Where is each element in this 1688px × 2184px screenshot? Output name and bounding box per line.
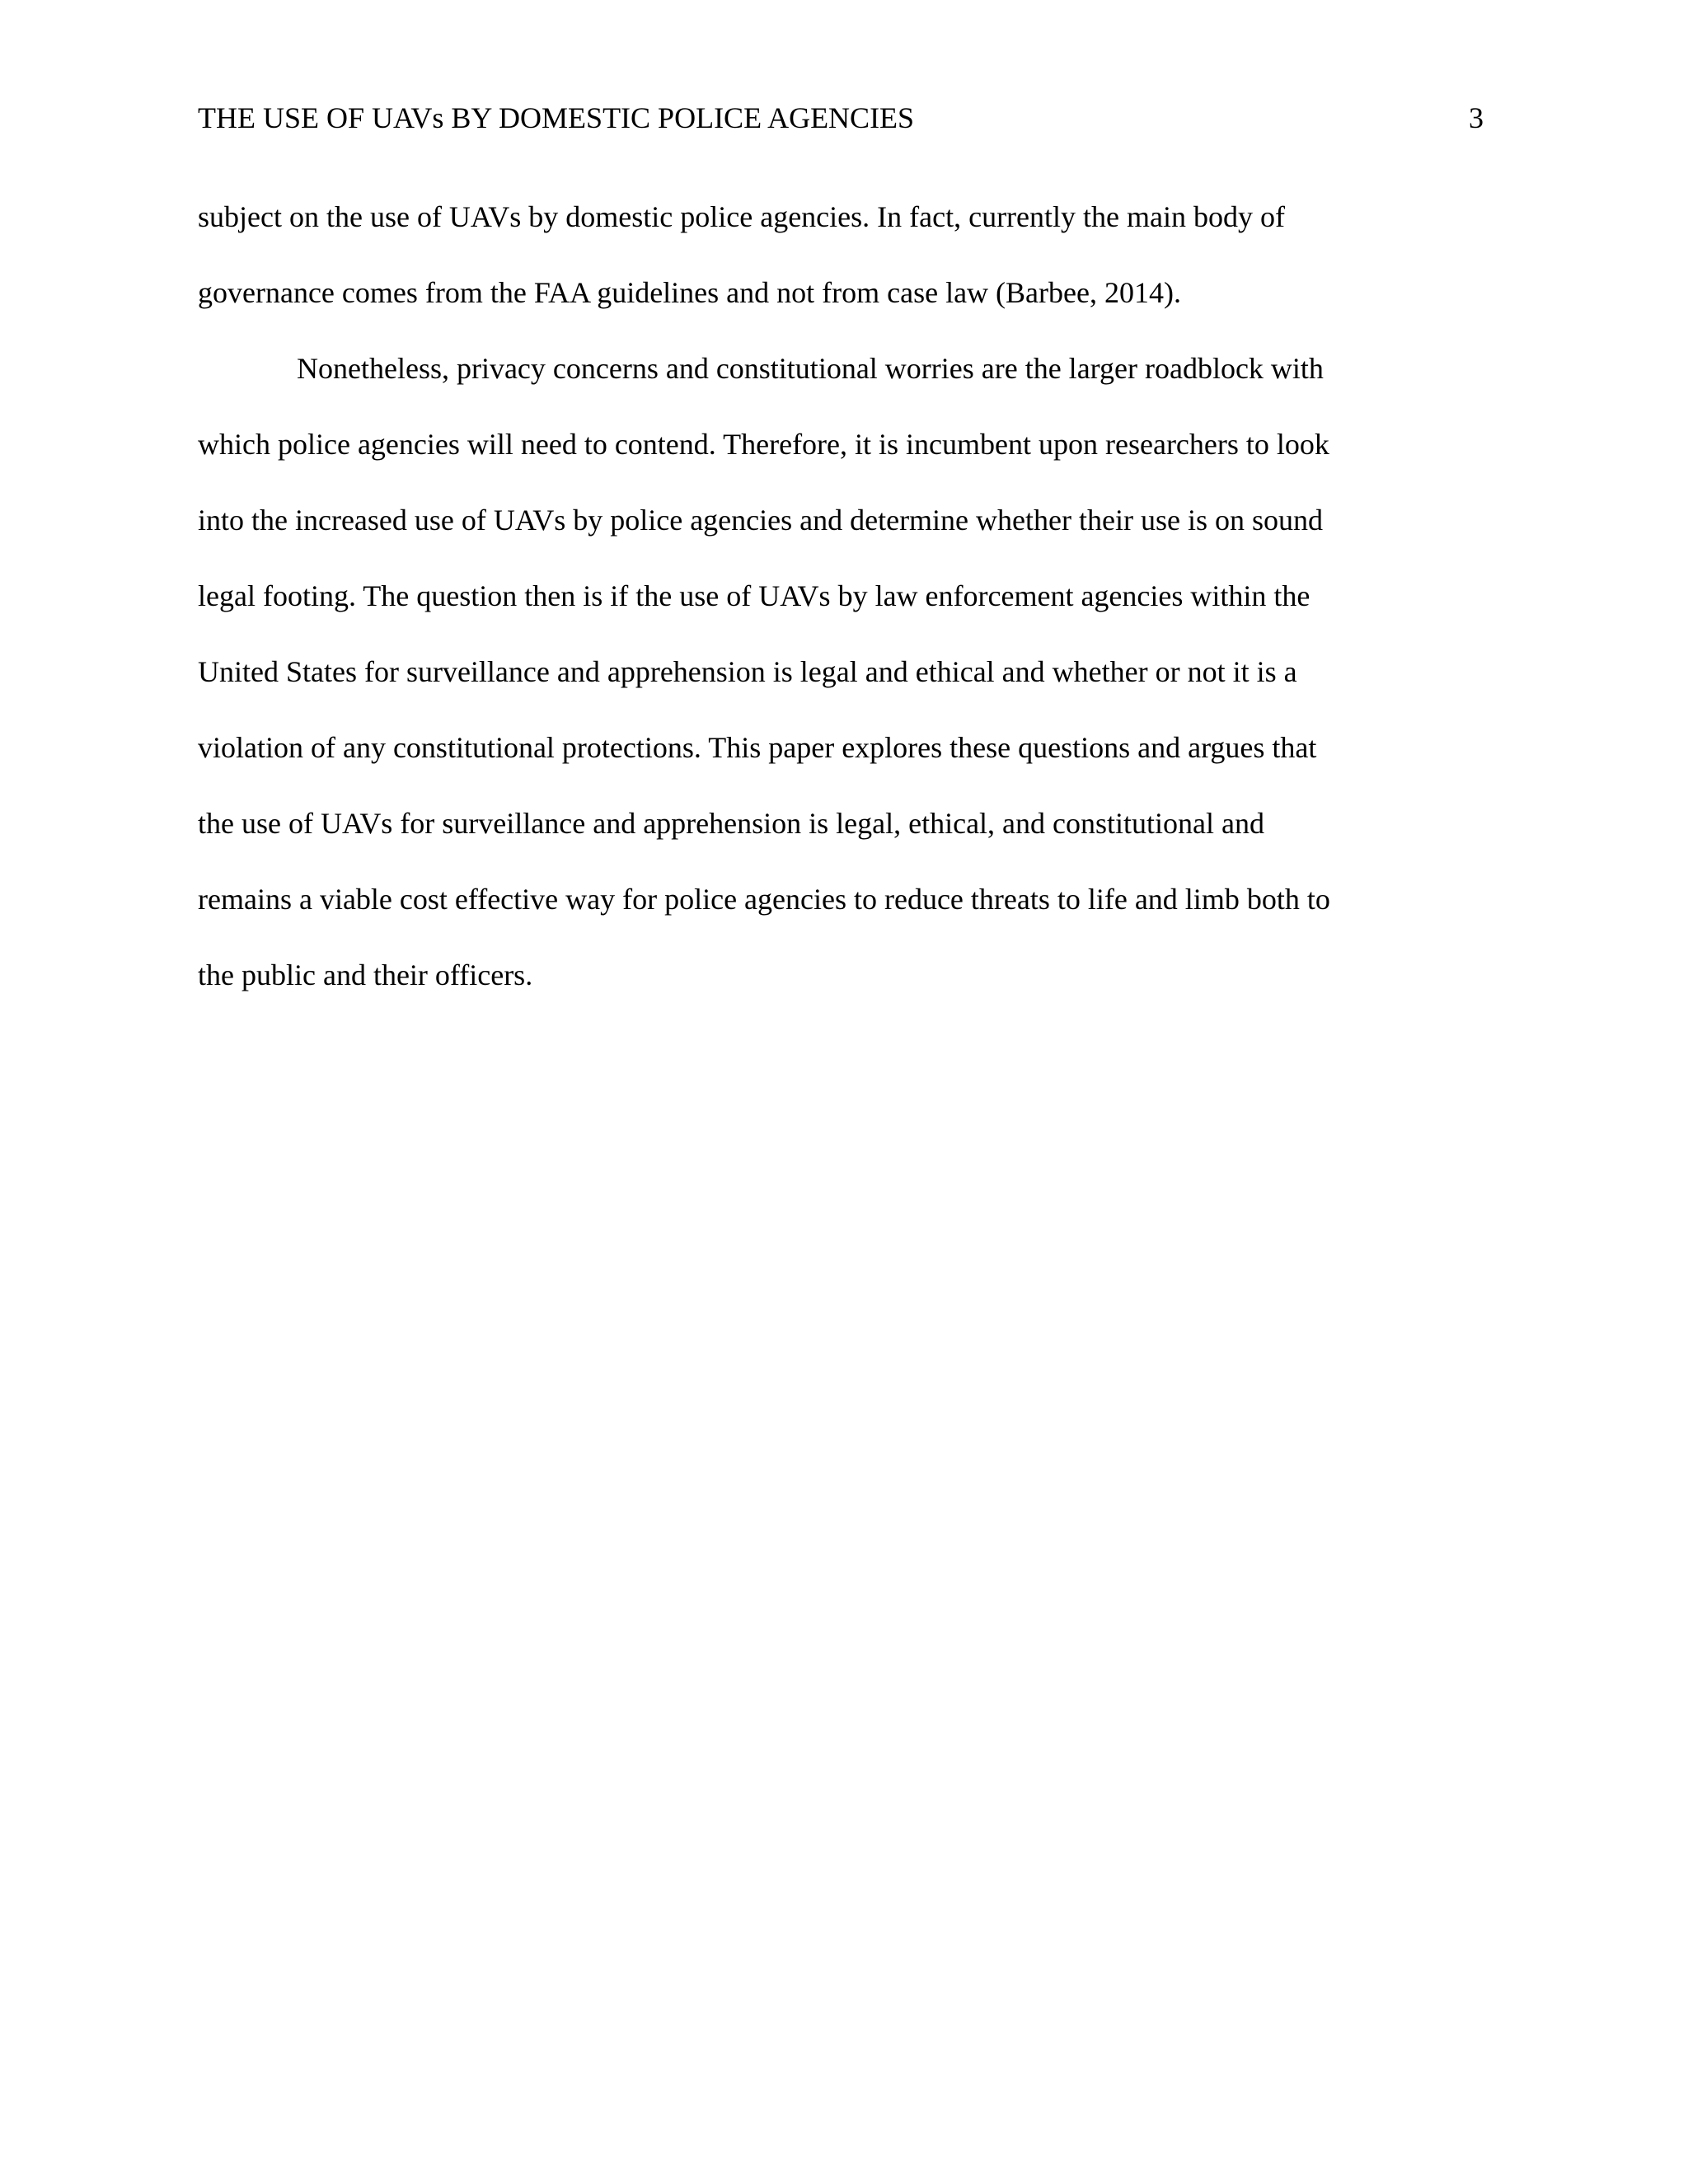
paragraph-first-line: Nonetheless, privacy concerns and constitutional worries are the larger roadblock with — [297, 352, 1324, 385]
text-line: the public and their officers. — [198, 958, 533, 991]
text-line: which police agencies will need to contend. Therefore, it is incumbent upon researchers to look — [198, 428, 1329, 461]
text-line: legal footing. The question then is if the use of UAVs by law enforcement agencies within the — [198, 579, 1311, 612]
text-line: subject on the use of UAVs by domestic police agencies. In fact, currently the main body of — [198, 200, 1285, 233]
text-line: violation of any constitutional protections. This paper explores these questions and argues that — [198, 731, 1317, 764]
running-head — [198, 97, 1484, 138]
running-head-title: THE USE OF UAVs BY DOMESTIC POLICE AGENCIES — [198, 101, 915, 134]
text-line: into the increased use of UAVs by police agencies and determine whether their use is on sound — [198, 504, 1323, 537]
text-line: governance comes from the FAA guidelines and not from case law (Barbee, 2014). — [198, 276, 1181, 309]
text-line: remains a viable cost effective way for police agencies to reduce threats to life and limb both to — [198, 883, 1330, 916]
body-text — [198, 193, 1484, 1027]
text-line: the use of UAVs for surveillance and apprehension is legal, ethical, and constitutional and — [198, 807, 1264, 840]
text-line: United States for surveillance and apprehension is legal and ethical and whether or not it is a — [198, 655, 1297, 688]
page-number: 3 — [1469, 101, 1484, 134]
